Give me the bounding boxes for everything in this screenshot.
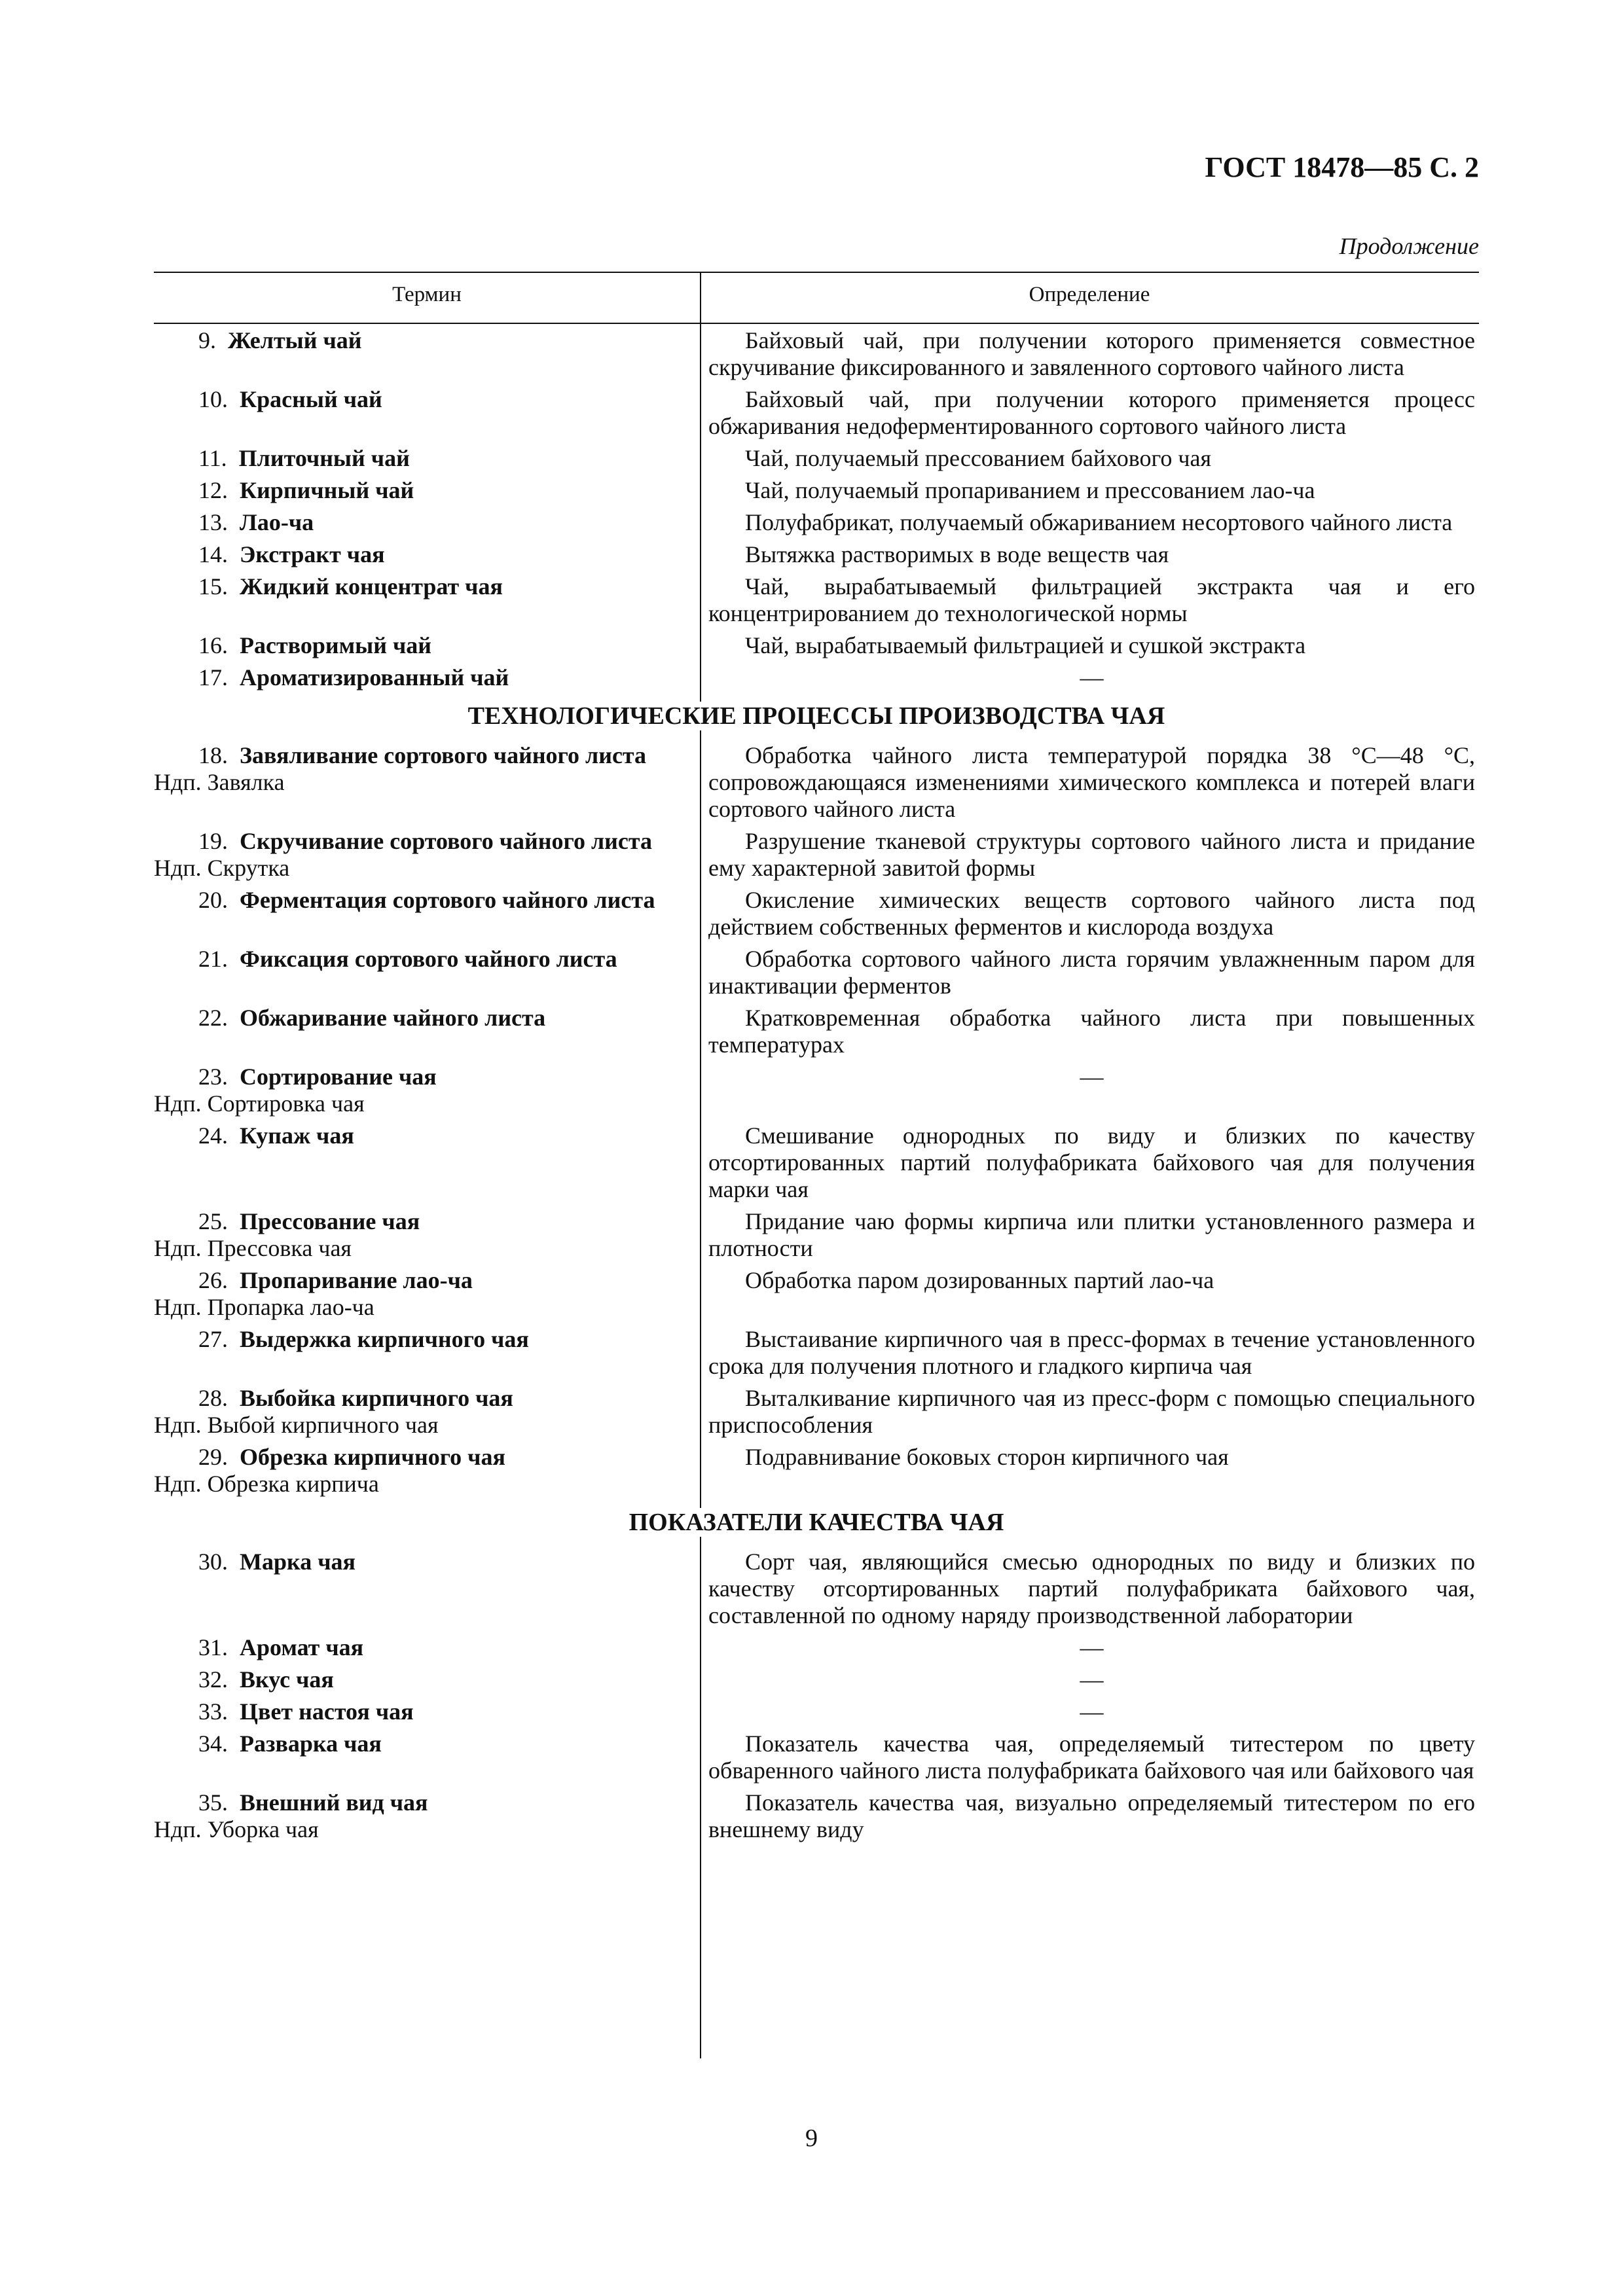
definition-cell: — [1080, 1666, 1104, 1693]
table-row [154, 1326, 1479, 1380]
term-number: 35. [198, 1789, 228, 1816]
term-cell [154, 887, 700, 941]
term-ndp: Ндп. Прессовка чая [154, 1235, 352, 1261]
term-number: 27. [198, 1326, 228, 1352]
term-name: Ароматизированный чай [240, 664, 509, 691]
definition-cell: Обработка паром дозированных партий лао-ча [745, 1267, 1214, 1293]
term-cell [154, 509, 700, 536]
table-row [154, 1666, 1479, 1693]
table-row [154, 887, 1479, 941]
term-name: Красный чай [240, 386, 382, 412]
table-row [154, 1444, 1479, 1498]
term-number: 33. [198, 1698, 228, 1725]
term-number: 11. [198, 445, 227, 471]
term-name: Внешний вид чая [240, 1789, 428, 1816]
term-cell [154, 1208, 700, 1262]
term-name: Завяливание сортового чайного листа [240, 742, 647, 768]
term-number: 24. [198, 1122, 228, 1149]
term-cell [154, 573, 700, 627]
term-cell [154, 541, 700, 568]
term-name: Разварка чая [240, 1731, 382, 1757]
term-name: Аромат чая [240, 1634, 364, 1660]
term-number: 12. [198, 477, 228, 503]
definition-cell: — [1080, 1634, 1104, 1660]
table-row [154, 327, 1479, 381]
term-number: 25. [198, 1208, 228, 1234]
term-cell [154, 632, 700, 659]
table-row [154, 1122, 1479, 1203]
term-cell [154, 1267, 700, 1321]
term-ndp: Ндп. Обрезка кирпича [154, 1471, 379, 1497]
term-name: Скручивание сортового чайного листа [240, 828, 652, 854]
term-number: 19. [198, 828, 228, 854]
definition-cell: Сорт чая, являющийся смесью однородных по виду и близких по качеству отсортированных партий полуфабриката байхового чая, составленной по одному наряду производственной лаборатории [708, 1549, 1475, 1628]
term-number: 17. [198, 664, 228, 691]
table-top-rule [154, 272, 1479, 273]
term-number: 9. [198, 327, 216, 353]
term-name: Растворимый чай [240, 632, 432, 658]
definition-cell: — [1080, 1698, 1104, 1725]
term-name: Выдержка кирпичного чая [240, 1326, 529, 1352]
column-header-definition: Определение [1029, 283, 1150, 306]
term-name: Лао-ча [240, 509, 314, 535]
term-ndp: Ндп. Сортировка чая [154, 1090, 365, 1117]
definition-cell: Смешивание однородных по виду и близких по качеству отсортированных партий полуфабриката байхового чая для получения марки чая [708, 1122, 1475, 1202]
term-cell [154, 1122, 700, 1203]
table-row [154, 1064, 1479, 1117]
term-number: 18. [198, 742, 228, 768]
table-row [154, 946, 1479, 999]
table-row [154, 1267, 1479, 1321]
term-cell [154, 1789, 700, 1843]
table-row [154, 1549, 1479, 1629]
definition-cell: Показатель качества чая, определяемый титестером по цвету обваренного чайного листа полуфабриката байхового чая или байхового чая [708, 1731, 1475, 1784]
definition-cell: Вытяжка растворимых в воде веществ чая [745, 541, 1169, 567]
term-cell [154, 742, 700, 823]
term-name: Вкус чая [240, 1666, 334, 1693]
definition-cell: Выталкивание кирпичного чая из пресс-форм с помощью специального приспособления [708, 1385, 1475, 1438]
term-cell [154, 946, 700, 999]
term-cell [154, 1326, 700, 1380]
term-cell [154, 1385, 700, 1439]
definition-cell: — [1080, 664, 1104, 691]
table-row [154, 509, 1479, 536]
term-cell [154, 1549, 700, 1629]
table-row [154, 445, 1479, 472]
term-number: 29. [198, 1444, 228, 1470]
term-cell [154, 1064, 700, 1117]
term-number: 15. [198, 573, 228, 600]
term-ndp: Ндп. Пропарка лао-ча [154, 1294, 374, 1320]
terms-table-body [154, 327, 1479, 1848]
term-name: Цвет настоя чая [240, 1698, 414, 1725]
table-row [154, 1789, 1479, 1843]
term-name: Пропаривание лао-ча [240, 1267, 473, 1293]
table-row [154, 1731, 1479, 1784]
table-row [154, 1005, 1479, 1058]
term-cell [154, 327, 700, 381]
term-cell [154, 477, 700, 504]
definition-cell: Байховый чай, при получении которого применяется совместное скручивание фиксированного и завяленного сортового чайного листа [708, 327, 1475, 380]
term-cell [154, 664, 700, 691]
definition-cell: Окисление химических веществ сортового чайного листа под действием собственных ферментов и кислорода воздуха [708, 887, 1475, 940]
term-ndp: Ндп. Уборка чая [154, 1816, 319, 1842]
definition-cell: Чай, получаемый прессованием байхового чая [745, 445, 1212, 471]
table-row [154, 828, 1479, 882]
definition-cell: Выстаивание кирпичного чая в пресс-формах в течение установленного срока для получения плотного и гладкого кирпича чая [708, 1326, 1475, 1379]
definition-cell: Чай, вырабатываемый фильтрацией экстракта чая и его концентрированием до технологической нормы [708, 573, 1475, 626]
definition-cell: Кратковременная обработка чайного листа при повышенных температурах [708, 1005, 1475, 1058]
table-row [154, 1634, 1479, 1661]
term-cell [154, 445, 700, 472]
page-number: 9 [805, 2125, 818, 2152]
term-name: Купаж чая [240, 1122, 354, 1149]
term-name: Ферментация сортового чайного листа [240, 887, 655, 913]
term-number: 23. [198, 1064, 228, 1090]
continuation-label: Продолжение [1339, 233, 1479, 259]
table-row [154, 1385, 1479, 1439]
column-header-term: Термин [392, 283, 462, 306]
table-row [154, 1698, 1479, 1725]
term-number: 26. [198, 1267, 228, 1293]
term-number: 14. [198, 541, 228, 567]
definition-cell: Полуфабрикат, получаемый обжариванием несортового чайного листа [745, 509, 1453, 535]
definition-cell: Разрушение тканевой структуры сортового чайного листа и придание ему характерной завитой формы [708, 828, 1475, 881]
definition-cell: Чай, вырабатываемый фильтрацией и сушкой экстракта [745, 632, 1306, 658]
term-number: 34. [198, 1731, 228, 1757]
section-heading: ТЕХНОЛОГИЧЕСКИЕ ПРОЦЕССЫ ПРОИЗВОДСТВА ЧАЯ [154, 702, 1479, 730]
term-number: 32. [198, 1666, 228, 1693]
table-row [154, 573, 1479, 627]
definition-cell: Чай, получаемый пропариванием и прессованием лао-ча [745, 477, 1315, 503]
term-number: 30. [198, 1549, 228, 1575]
term-ndp: Ндп. Скрутка [154, 855, 290, 881]
term-name: Марка чая [240, 1549, 356, 1575]
definition-cell: Обработка сортового чайного листа горячим увлажненным паром для инактивации ферментов [708, 946, 1475, 999]
term-cell [154, 1666, 700, 1693]
term-name: Обрезка кирпичного чая [240, 1444, 505, 1470]
definition-cell: Придание чаю формы кирпича или плитки установленного размера и плотности [708, 1208, 1475, 1261]
term-name: Желтый чай [228, 327, 362, 353]
term-name: Кирпичный чай [240, 477, 414, 503]
term-cell [154, 1005, 700, 1058]
term-number: 31. [198, 1634, 228, 1660]
table-row [154, 386, 1479, 440]
table-row [154, 742, 1479, 823]
page-header: ГОСТ 18478—85 С. 2 [1205, 151, 1479, 183]
definition-cell: Байховый чай, при получении которого применяется процесс обжаривания недоферментированного сортового чайного листа [708, 386, 1475, 439]
table-row [154, 477, 1479, 504]
term-name: Жидкий концентрат чая [240, 573, 503, 600]
term-name: Выбойка кирпичного чая [240, 1385, 513, 1411]
definition-cell: Обработка чайного листа температурой порядка 38 °С—48 °С, сопровождающаяся изменениями химического комплекса и потерей влаги сортового чайного листа [708, 742, 1475, 822]
term-name: Прессование чая [240, 1208, 420, 1234]
term-number: 22. [198, 1005, 228, 1031]
term-number: 20. [198, 887, 228, 913]
table-row [154, 664, 1479, 691]
term-name: Экстракт чая [240, 541, 385, 567]
table-row [154, 1208, 1479, 1262]
term-ndp: Ндп. Завялка [154, 769, 285, 795]
term-cell [154, 1634, 700, 1661]
term-ndp: Ндп. Выбой кирпичного чая [154, 1412, 439, 1438]
term-name: Сортирование чая [240, 1064, 437, 1090]
term-cell [154, 1444, 700, 1498]
term-number: 10. [198, 386, 228, 412]
table-header-rule [154, 323, 1479, 324]
term-name: Обжаривание чайного листа [240, 1005, 546, 1031]
term-cell [154, 1698, 700, 1725]
definition-cell: Подравнивание боковых сторон кирпичного чая [745, 1444, 1229, 1470]
term-cell [154, 828, 700, 882]
table-row [154, 632, 1479, 659]
term-cell [154, 386, 700, 440]
term-name: Плиточный чай [238, 445, 410, 471]
table-row [154, 541, 1479, 568]
term-number: 13. [198, 509, 228, 535]
term-name: Фиксация сортового чайного листа [240, 946, 617, 972]
section-heading: ПОКАЗАТЕЛИ КАЧЕСТВА ЧАЯ [154, 1508, 1479, 1537]
term-number: 28. [198, 1385, 228, 1411]
definition-cell: Показатель качества чая, визуально определяемый титестером по его внешнему виду [708, 1789, 1475, 1842]
term-cell [154, 1731, 700, 1784]
term-number: 21. [198, 946, 228, 972]
term-number: 16. [198, 632, 228, 658]
definition-cell: — [1080, 1064, 1104, 1090]
